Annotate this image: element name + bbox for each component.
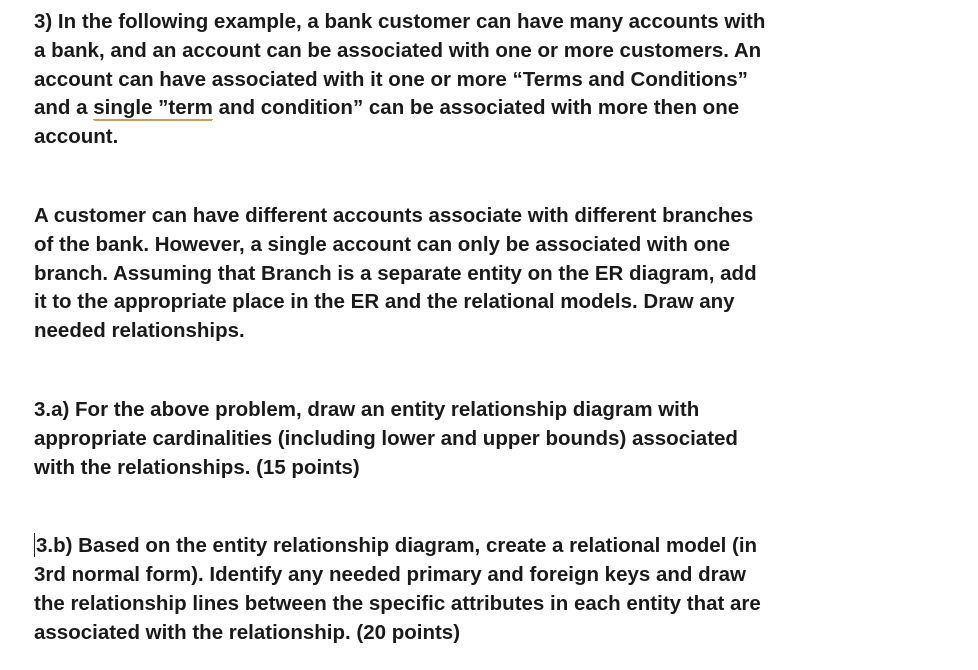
question-3-paragraph xyxy=(34,8,934,152)
text-line: with the relationships. (15 points) xyxy=(34,455,360,479)
text-line: the relationship lines between the specific attributes in each entity that are xyxy=(34,591,761,615)
text-line-with-caret[interactable] xyxy=(34,532,934,561)
text-cursor xyxy=(34,533,35,557)
text-line: account. xyxy=(34,125,119,149)
text-line: 3.a) For the above problem, draw an entity relationship diagram with xyxy=(34,397,700,421)
text-line: needed relationships. xyxy=(34,319,245,343)
text-line: associated with the relationship. (20 points) xyxy=(34,620,461,644)
branch-paragraph xyxy=(34,202,934,346)
text-line: A customer can have different accounts associate with different branches xyxy=(34,203,754,227)
document-body xyxy=(34,8,934,648)
question-3b-paragraph xyxy=(34,532,934,647)
text-line-with-spelling-mark xyxy=(34,94,934,123)
text-line: appropriate cardinalities (including lower and upper bounds) associated xyxy=(34,426,738,450)
text-line: it to the appropriate place in the ER and the relational models. Draw any xyxy=(34,290,735,314)
text-line: a bank, and an account can be associated with one or more customers. An xyxy=(34,38,762,62)
text-line: branch. Assuming that Branch is a separate entity on the ER diagram, add xyxy=(34,261,757,285)
text-line: 3rd normal form). Identify any needed primary and foreign keys and draw xyxy=(34,563,746,587)
text-segment: and condition” can be associated with more then one xyxy=(212,96,740,120)
text-line: of the bank. However, a single account can only be associated with one xyxy=(34,232,731,256)
spelling-flagged-text[interactable]: single ”term xyxy=(93,96,213,120)
question-3a-paragraph xyxy=(34,396,934,482)
text-line: 3) In the following example, a bank customer can have many accounts with xyxy=(34,10,766,33)
text-segment: 3.b) Based on the entity relationship diagram, create a relational model (in xyxy=(36,534,758,558)
text-line: account can have associated with it one or more “Terms and Conditions” xyxy=(34,67,748,91)
text-segment: and a xyxy=(34,96,94,120)
